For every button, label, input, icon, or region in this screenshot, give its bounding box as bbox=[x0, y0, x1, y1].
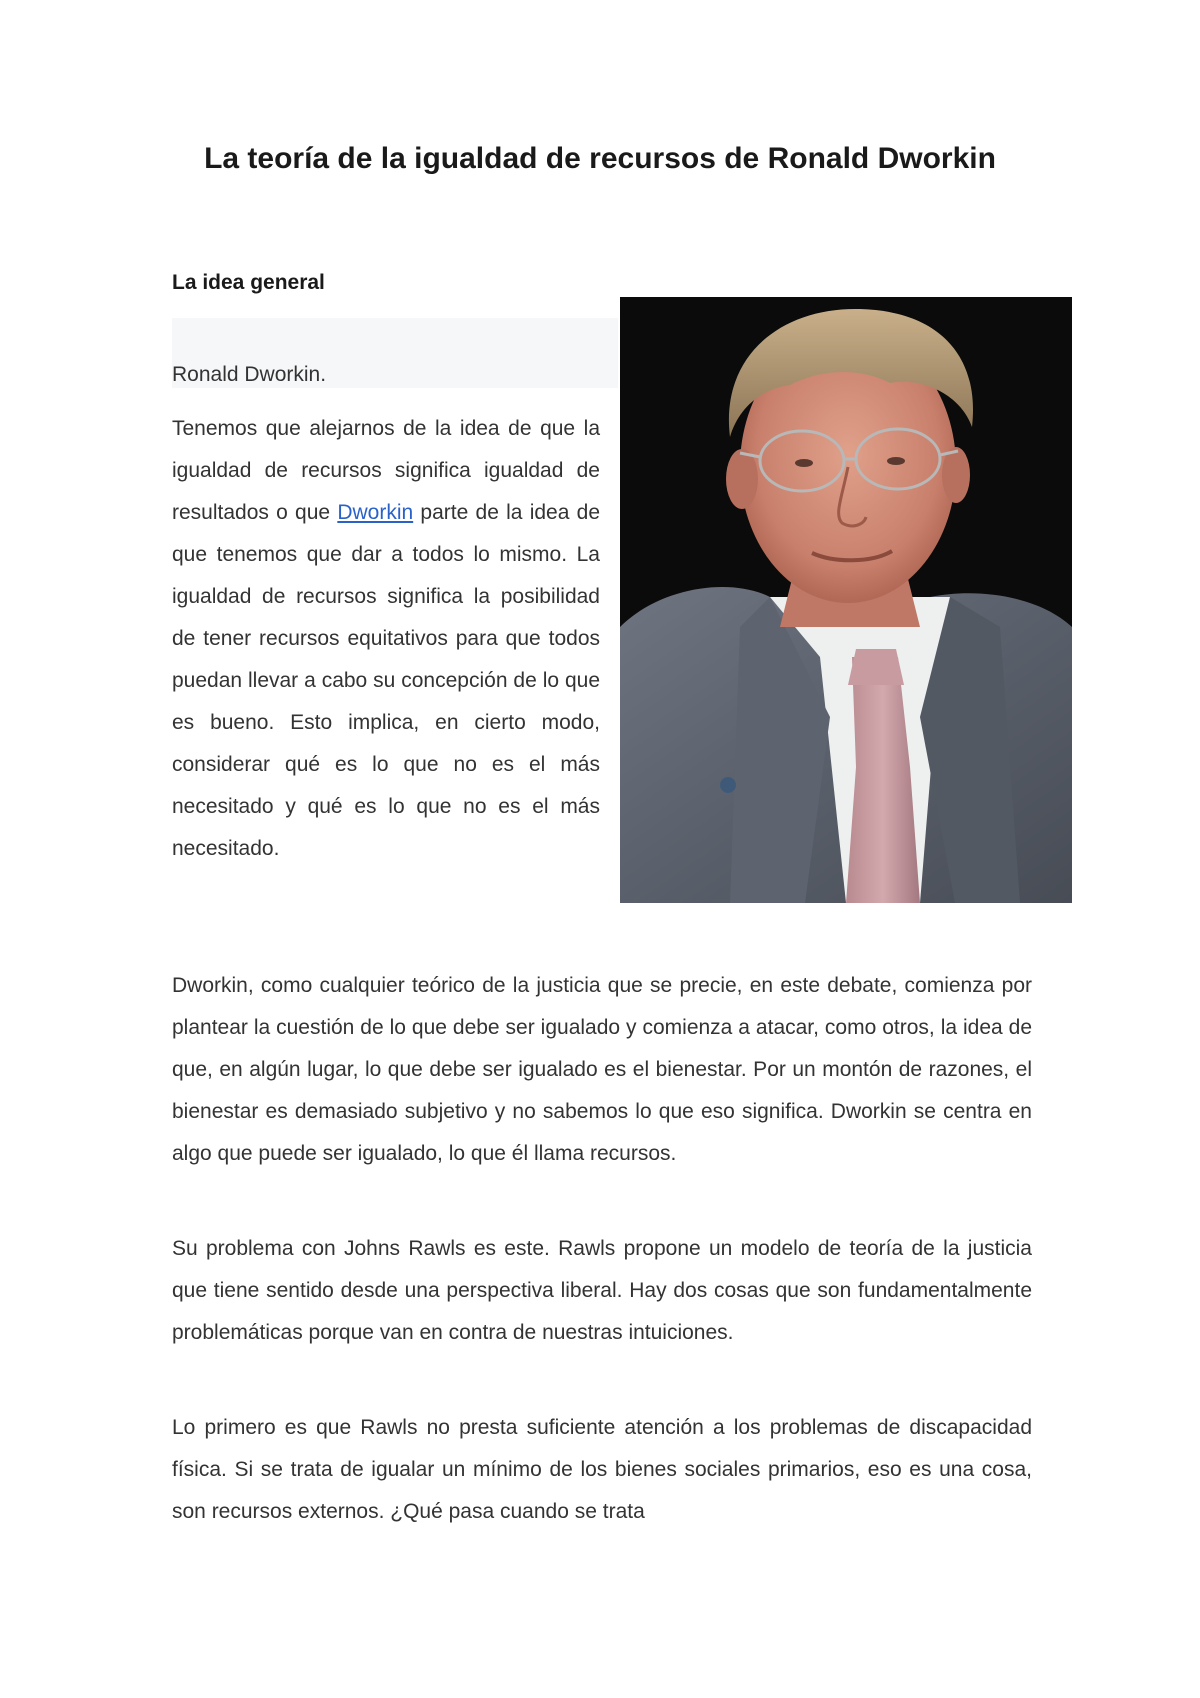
paragraph-2: Dworkin, como cualquier teórico de la justicia que se precie, en este debate, comienza por plantear la cuestión de lo que debe ser igualado y comienza a atacar, como otros, la idea de que, en algún lugar, lo que debe ser igualado es el bienestar. Por un montón de razones, el bienestar es demasiado subjetivo y no sabemos lo que eso significa. Dworkin se centra en algo que puede ser igualado, lo que él llama recursos. bbox=[172, 974, 1032, 1165]
document-title: La teoría de la igualdad de recursos de Ronald Dworkin bbox=[204, 142, 996, 175]
paragraph-4: Lo primero es que Rawls no presta suficiente atención a los problemas de discapacidad física. Si se trata de igualar un mínimo de los bienes sociales primarios, eso es una cosa, son recursos externos. ¿Qué pasa cuando se trata bbox=[172, 1416, 1032, 1523]
paragraph-1-text-before-link: Tenemos que alejarnos de la idea de que la igualdad de recursos significa igualdad de resultados o que bbox=[172, 417, 600, 524]
paragraph-1-text-after-link: parte de la idea de que tenemos que dar a todos lo mismo. La igualdad de recursos significa la posibilidad de tener recursos equitativos para que todos puedan llevar a cabo su concepción de lo que es bueno. Esto implica, en cierto modo, considerar qué es lo que no es el más necesitado y qué es lo que no es el más necesitado. bbox=[172, 501, 601, 860]
paragraph-1 bbox=[172, 408, 600, 870]
image-caption: Ronald Dworkin. bbox=[172, 363, 327, 386]
section-heading: La idea general bbox=[172, 271, 325, 294]
paragraph-3: Su problema con Johns Rawls es este. Rawls propone un modelo de teoría de la justicia que tiene sentido desde una perspectiva liberal. Hay dos cosas que son fundamentalmente problemáticas porque van en contra de nuestras intuiciones. bbox=[172, 1237, 1032, 1344]
portrait-photo bbox=[620, 297, 1072, 903]
dworkin-link[interactable]: Dworkin bbox=[337, 501, 414, 524]
portrait-illustration bbox=[620, 297, 1072, 903]
